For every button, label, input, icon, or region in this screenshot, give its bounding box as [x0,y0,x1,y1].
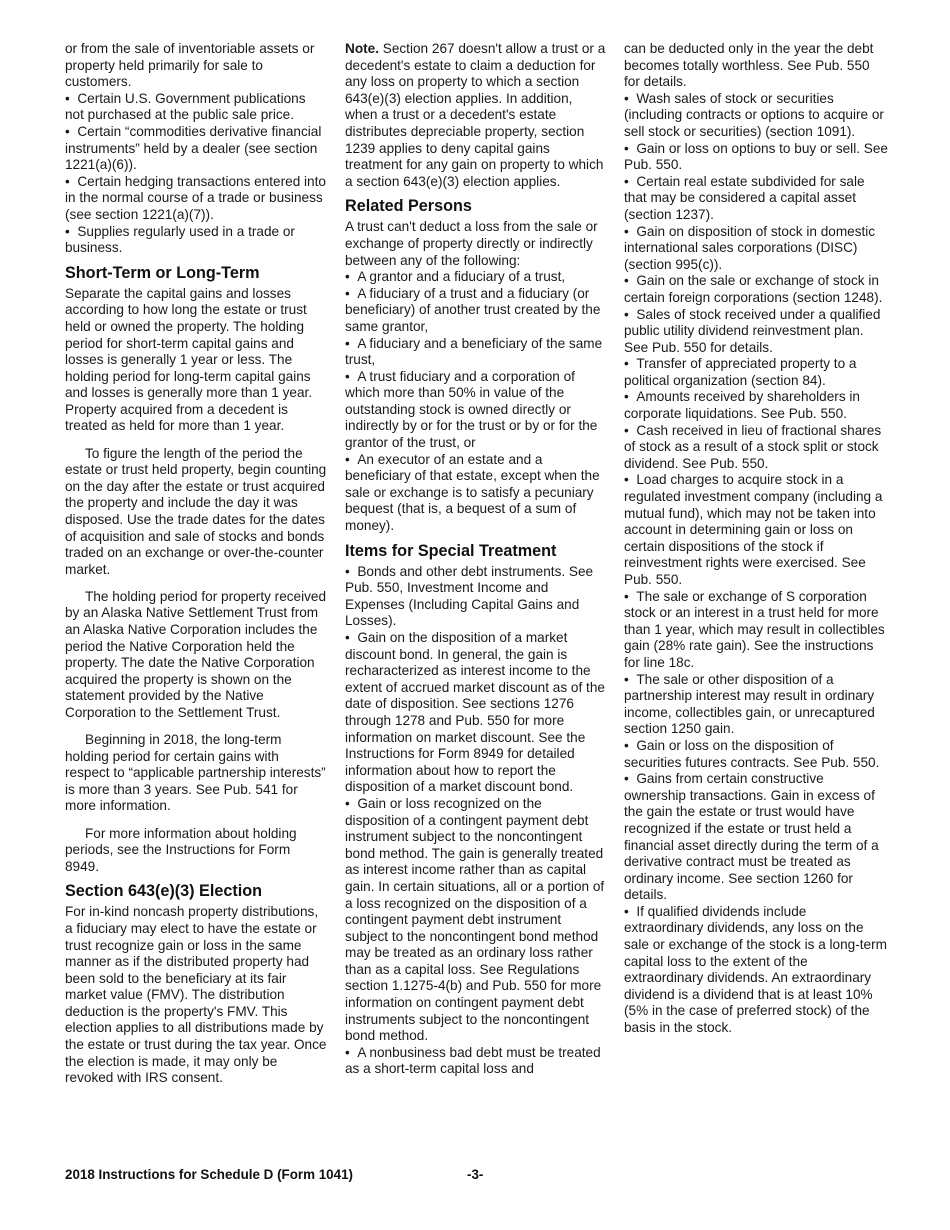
list-item: • A fiduciary and a beneficiary of the same trust, [345,336,607,369]
list-item: • Gain or loss recognized on the disposition of a contingent payment debt instrument subject to the noncontingent bond method. The gain is generally treated as interest income rather than as capital gain. In certain situations, all or a portion of a loss recognized on the disposition of a contingent payment debt instrument subject to the noncontingent bond method may be treated as an ordinary loss rather than as a capital loss. See Regulations section 1.1275-4(b) and Pub. 550 for more information on contingent payment debt instruments subject to the noncontingent bond method. [345,796,607,1045]
list-item: • Sales of stock received under a qualified public utility dividend reinvestment plan. See Pub. 550 for details. [624,307,888,357]
list-item: • Certain “commodities derivative financial instruments” held by a dealer (see section 1221(a)(6)). [65,124,327,174]
section-heading-643e3-election: Section 643(e)(3) Election [65,882,263,901]
list-item: • Supplies regularly used in a trade or business. [65,224,327,257]
list-item: • Amounts received by shareholders in corporate liquidations. See Pub. 550. [624,389,888,422]
list-item: • A trust fiduciary and a corporation of which more than 50% in value of the outstanding stock is owned directly or indirectly by or for the trust or by or for the grantor of the trust, or [345,369,607,452]
paragraph: To figure the length of the period the estate or trust held property, begin counting on the day after the estate or trust acquired the property and include the day it was disposed. Use the trade dates for the dates of acquisition and sale of stocks and bonds traded on an exchange or over-the-counter market. [65,445,327,577]
list-item: • Gain on the sale or exchange of stock in certain foreign corporations (section 1248). [624,273,888,306]
list-item: • Certain U.S. Government publications not purchased at the public sale price. [65,91,327,124]
column-middle [345,41,607,1078]
list-item: • Gains from certain constructive ownership transactions. Gain in excess of the gain the estate or trust would have recognized if the estate or trust held a financial asset directly during the term of a derivative contract must be treated as ordinary income. See section 1260 for details. [624,771,888,904]
paragraph: The holding period for property received by an Alaska Native Settlement Trust from an Alaska Native Corporation includes the period the Native Corporation held the property. The date the Native Corporation acquired the property is shown on the statement provided by the Native Corporation to the Settlement Trust. [65,588,327,720]
list-item: • Wash sales of stock or securities (including contracts or options to acquire or sell stock or securities) (section 1091). [624,91,888,141]
paragraph: can be deducted only in the year the debt becomes totally worthless. See Pub. 550 for details. [624,41,874,90]
list-item: • Bonds and other debt instruments. See Pub. 550, Investment Income and Expenses (Including Capital Gains and Losses). [345,564,607,630]
paragraph: For more information about holding periods, see the Instructions for Form 8949. [65,825,297,874]
note-label: Note. [345,41,379,56]
list-item: • Transfer of appreciated property to a political organization (section 84). [624,356,888,389]
list-item: • Cash received in lieu of fractional shares of stock as a result of a stock split or stock dividend. See Pub. 550. [624,423,888,473]
note-paragraph [345,41,607,190]
section-heading-related-persons: Related Persons [345,197,472,216]
column-right [624,41,888,1037]
section-heading-special-treatment: Items for Special Treatment [345,541,557,560]
paragraph: Beginning in 2018, the long-term holding period for certain gains with respect to “applicable partnership interests” is more than 3 years. See Pub. 541 for more information. [65,732,326,814]
list-item: • Certain hedging transactions entered into in the normal course of a trade or business (see section 1221(a)(7)). [65,174,327,224]
section-heading-short-term-long-term: Short-Term or Long-Term [65,263,260,282]
list-item: • Gain or loss on the disposition of securities futures contracts. See Pub. 550. [624,738,888,771]
list-item: • A nonbusiness bad debt must be treated as a short-term capital loss and [345,1045,607,1078]
list-item: • If qualified dividends include extraordinary dividends, any loss on the sale or exchange of the stock is a long-term capital loss to the extent of the extraordinary dividends. An extraordinary dividend is a dividend that is at least 10% (5% in the case of preferred stock) of the basis in the stock. [624,904,888,1037]
paragraph: For in-kind noncash property distributions, a fiduciary may elect to have the estate or trust recognize gain or loss in the same manner as if the distributed property had been sold to the beneficiary at its fair market value (FMV). The distribution deduction is the property's FMV. This election applies to all distributions made by the estate or trust during the tax year. Once the election is made, it may only be revoked with IRS consent. [65,904,327,1086]
list-item: • The sale or other disposition of a partnership interest may result in ordinary income, collectibles gain, or unrecaptured section 1250 gain. [624,672,888,738]
list-item: • Load charges to acquire stock in a regulated investment company (including a mutual fund), which may not be taken into account in determining gain or loss on certain dispositions of the stock if reinvestment rights were exercised. See Pub. 550. [624,472,888,588]
list-item: • Gain on the disposition of a market discount bond. In general, the gain is recharacterized as interest income to the extent of accrued market discount as of the date of disposition. See sections 1276 through 1278 and Pub. 550 for more information on market discount. See the Instructions for Form 8949 for detailed information about how to report the disposition of a market discount bond. [345,630,607,796]
list-item: • Certain real estate subdivided for sale that may be considered a capital asset (section 1237). [624,174,888,224]
footer-document-title: 2018 Instructions for Schedule D (Form 1041) [65,1167,353,1182]
list-item: • Gain on disposition of stock in domestic international sales corporations (DISC) (section 995(c)). [624,224,888,274]
paragraph: A trust can't deduct a loss from the sale or exchange of property directly or indirectly between any of the following: [345,219,598,268]
list-item: • A fiduciary of a trust and a fiduciary (or beneficiary) of another trust created by the same grantor, [345,286,607,336]
list-item: • A grantor and a fiduciary of a trust, [345,269,607,286]
note-text: Section 267 doesn't allow a trust or a decedent's estate to claim a deduction for any loss on property to which a section 643(e)(3) election applies. In addition, when a trust or a decedent's estate distributes depreciable property, section 1239 applies to deny capital gains treatment for any gain on property to which a section 643(e)(3) election applies. [345,41,606,189]
page-number: -3- [467,1167,484,1182]
column-left [65,41,327,1087]
list-item: • The sale or exchange of S corporation stock or an interest in a trust held for more than 1 year, which may result in collectibles gain (28% rate gain). See the instructions for line 18c. [624,589,888,672]
paragraph: or from the sale of inventoriable assets or property held primarily for sale to customers. [65,41,315,90]
paragraph: Separate the capital gains and losses according to how long the estate or trust held or owned the property. The holding period for short-term capital gains and losses is generally 1 year or less. The holding period for long-term capital gains and losses is generally more than 1 year. Property acquired from a decedent is treated as held for more than 1 year. [65,285,313,434]
list-item: • An executor of an estate and a beneficiary of that estate, except when the sale or exchange is to satisfy a pecuniary bequest (that is, a bequest of a sum of money). [345,452,607,535]
list-item: • Gain or loss on options to buy or sell. See Pub. 550. [624,141,888,174]
